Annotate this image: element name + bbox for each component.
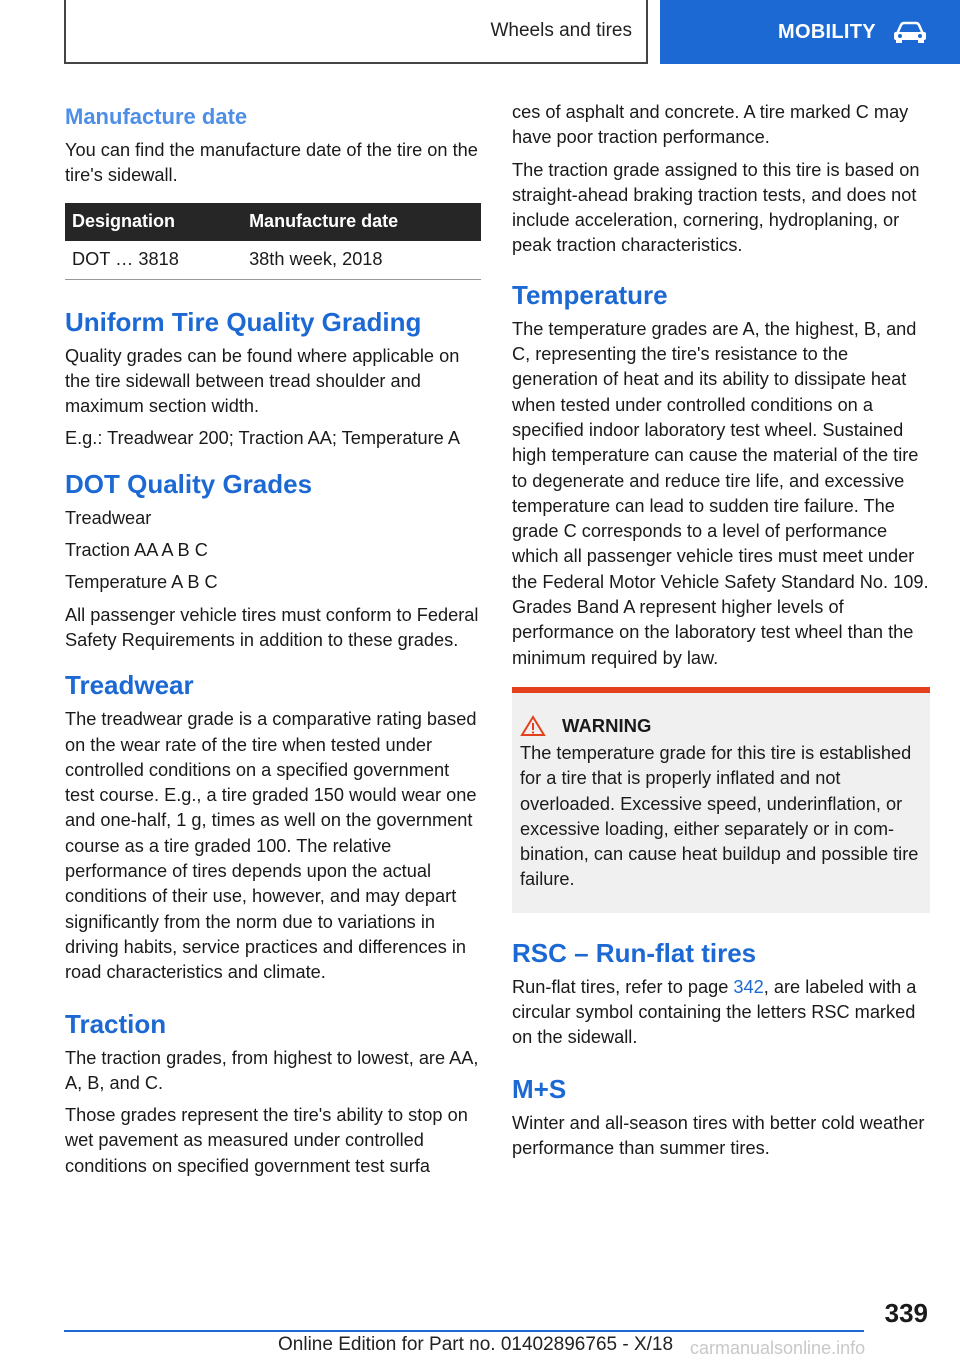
page-number: 339	[884, 1298, 928, 1328]
manufacture-date-text: You can find the manufacture date of the tire on the tire's sidewall.	[65, 140, 478, 186]
rsc-text-before: Run-flat tires, refer to page	[512, 976, 734, 997]
header-chapter-tab[interactable]	[660, 0, 960, 64]
header-chapter-title: MOBILITY	[778, 20, 876, 43]
table-row	[65, 241, 481, 280]
rsc-text-after: , are labeled with a circular symbol containing the letters RSC marked on the sidewall.	[512, 976, 917, 1048]
ms-text: Winter and all-season tires with better cold weather performance than summer tires.	[512, 1112, 925, 1158]
header-section-box	[64, 0, 648, 64]
manufacture-date-heading: Manufacture date	[65, 104, 248, 129]
temperature-section	[512, 277, 930, 671]
dot-heading: DOT Quality Grades	[65, 468, 313, 499]
watermark: carmanualsonline.info	[690, 1338, 866, 1358]
ms-heading: M+S	[512, 1073, 567, 1104]
manufacture-date-table	[65, 203, 481, 280]
rsc-heading: RSC – Run-flat tires	[512, 937, 757, 968]
dot-paragraph-4: All passenger vehicle tires must conform to Federal Safety Requirements in addition to these grades.	[65, 604, 479, 650]
table-header-designation: Designation	[65, 203, 242, 241]
traction-section	[65, 1006, 481, 1179]
footer-edition: Online Edition for Part no. 01402896765 - X/18	[278, 1334, 674, 1355]
table-cell-designation: DOT … 3818	[65, 241, 242, 280]
footer-divider	[64, 1330, 864, 1332]
dot-paragraph-2: Traction AA A B C	[65, 540, 208, 561]
utqg-paragraph-1: Quality grades can be found where applicable on the tire sidewall between tread shoulder and maximum section width.	[65, 345, 460, 417]
traction-continued-1: ces of asphalt and concrete. A tire marked C may have poor traction performance.	[512, 102, 909, 148]
page-link-342[interactable]: 342	[733, 976, 764, 997]
car-icon	[892, 20, 928, 44]
left-column	[65, 100, 481, 1186]
dot-paragraph-1: Treadwear	[65, 507, 152, 528]
treadwear-heading: Treadwear	[65, 670, 194, 701]
temperature-heading: Temperature	[512, 279, 668, 310]
ms-section	[512, 1071, 930, 1162]
warning-triangle-icon	[520, 715, 546, 737]
rsc-text	[512, 975, 930, 1051]
warning-box	[512, 687, 930, 913]
warning-label: WARNING	[562, 714, 652, 736]
table-cell-date: 38th week, 2018	[242, 241, 481, 280]
dot-section	[65, 466, 481, 653]
traction-paragraph-1: The traction grades, from highest to lowest, are AA, A, B, and C.	[65, 1047, 479, 1093]
dot-paragraph-3: Temperature A B C	[65, 572, 218, 593]
table-header-manufacture-date: Manufacture date	[242, 203, 481, 241]
header-section-title: Wheels and tires	[490, 20, 632, 41]
warning-header	[520, 715, 922, 737]
rsc-section	[512, 935, 930, 1051]
warning-text: The temperature grade for this tire is established for a tire that is properly inflated and not overloaded. Excessive speed, underinflation, or excessive loading, either separately or in combination, can cause heat buildup and possible tire failure.	[520, 742, 919, 890]
right-column	[512, 100, 930, 1168]
table-header-row	[65, 203, 481, 241]
traction-continued-2: The traction grade assigned to this tire is based on straight-ahead braking traction tests, and does not include acceleration, cornering, hydroplaning, or peak traction characteristics.	[512, 159, 920, 256]
traction-paragraph-2: Those grades represent the tire's ability to stop on wet pavement as measured under controlled conditions on specified government test surfa	[65, 1105, 468, 1176]
traction-heading: Traction	[65, 1008, 167, 1039]
utqg-paragraph-2: E.g.: Treadwear 200; Traction AA; Temperature A	[65, 428, 460, 449]
treadwear-text: The treadwear grade is a comparative rating based on the wear rate of the tire when tested under controlled conditions on a specified government test course. E.g., a tire graded 150 would wear one and one-half, 1 g, times as well on the government course as a tire graded 100. The relative performance of tires depends upon the actual conditions of their use, however, and may depart significantly from the norm due to variations in driving habits, service practices and differences in road characteristics and climate.	[65, 709, 477, 983]
treadwear-section	[65, 667, 481, 985]
temperature-text: The temperature grades are A, the highest, B, and C, representing the tire's resistance to the generation of heat and its ability to dissipate heat when tested under controlled conditions on a specified indoor laboratory test wheel. Sustained high temperature can cause the material of the tire to degenerate and reduce tire life, and excessive temperature can lead to sudden tire failure. The grade C corresponds to a level of performance which all passenger vehicle tires must meet under the Federal Motor Vehicle Safety Standard No. 109. Grades Band A represent higher levels of performance on the laboratory test wheel than the minimum required by law.	[512, 318, 929, 668]
utqg-heading: Uniform Tire Quality Grading	[65, 306, 422, 337]
utqg-section	[65, 304, 481, 452]
